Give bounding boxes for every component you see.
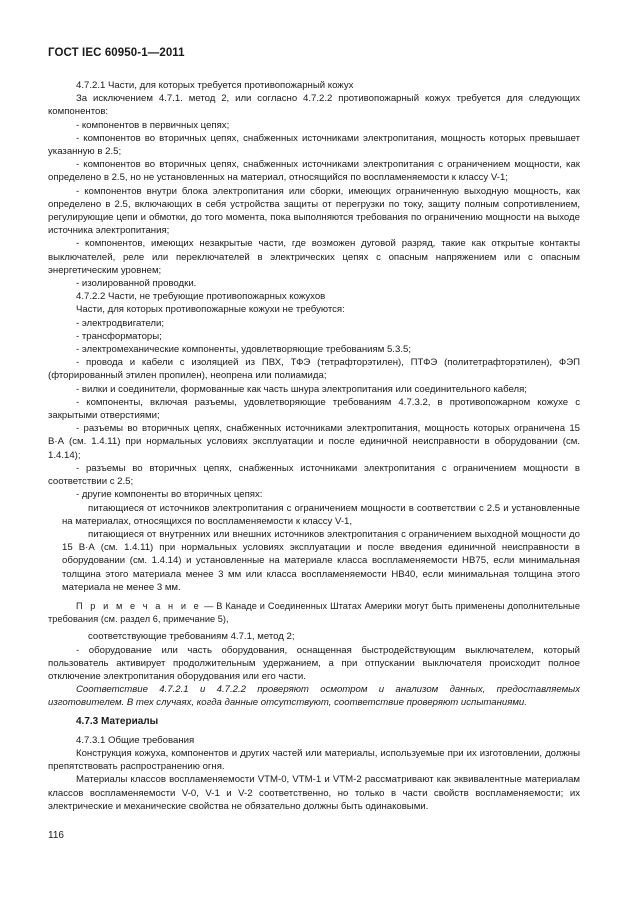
list-item: - компонентов во вторичных цепях, снабженных источниками электропитания, мощность которых превышает указанную в 2.5;	[48, 132, 580, 158]
paragraph: Части, для которых противопожарные кожухи не требуются:	[76, 304, 345, 316]
list-item: - вилки и соединители, формованные как часть шнура электропитания или соединительного кабеля;	[76, 383, 527, 395]
standard-header: ГОСТ IEC 60950-1—2011	[48, 47, 185, 59]
section-heading: 4.7.3 Материалы	[76, 715, 159, 727]
paragraph: Материалы классов воспламеняемости VTM-0, VTM-1 и VTM-2 рассматривают как эквивалентные материалам классов воспламеняемости V-0, V-1 и V-2 соответственно, но только в части свойств воспламеняемости; их электрические и механические свойства не обязательно должны быть одинаковыми.	[48, 774, 580, 812]
paragraph: соответствующие требованиям 4.7.1, метод 2;	[88, 631, 295, 643]
list-item: - компонентов в первичных цепях;	[76, 119, 230, 131]
list-item: - разъемы во вторичных цепях, снабженных источниками электропитания, мощность которых ограничена 15 В·А (см. 1.4.11) при нормальных условиях эксплуатации и после единичной неисправности в оборудовании (см. 1.4.14);	[48, 423, 580, 461]
note-label: П р и м е ч а н и е	[76, 600, 202, 611]
list-item: - электромеханические компоненты, удовлетворяющие требованиям 5.3.5;	[76, 344, 411, 356]
list-item: - изолированной проводки.	[76, 278, 197, 290]
nested-list	[48, 502, 580, 594]
list-item: - компонентов, имеющих незакрытые части, где возможен дуговой разряд, такие как открытые контакты выключателей, реле или переключателей в электрических цепях с опасным напряжением или с опасным энергетическим уровнем;	[48, 238, 580, 276]
list-item: - компонентов во вторичных цепях, снабженных источниками электропитания с ограничением мощности, как определено в 2.5, но не установленных на материал, относящийся по воспламеняемости к классу V-1;	[48, 159, 580, 184]
note-text: — В Канаде и Соединенных Штатах Америки могут быть применены дополнительные требования (см. раздел 6, примечание 5),	[48, 600, 580, 625]
clause-heading: 4.7.2.1 Части, для которых требуется противопожарный кожух	[76, 80, 354, 91]
list-item: - трансформаторы;	[76, 330, 162, 342]
document-body	[48, 79, 580, 813]
paragraph: За исключением 4.7.1. метод 2, или согласно 4.7.2.2 противопожарный кожух требуется для следующих компонентов:	[48, 93, 580, 118]
list-item: - электродвигатели;	[76, 317, 165, 329]
sub-item: питающиеся от источников электропитания с ограничением мощности в соответствии с 2.5 и установленные на материалах, относящихся по воспламеняемости к классу V-1,	[62, 502, 580, 527]
compliance-paragraph: Соответствие 4.7.2.1 и 4.7.2.2 проверяют осмотром и анализом данных, предоставляемых изготовителем. В тех случаях, когда данные отсутствуют, соответствие проверяют испытаниями.	[48, 684, 580, 709]
list-item: - провода и кабели с изоляцией из ПВХ, ТФЭ (тетрафторэтилен), ПТФЭ (политетрафторэтилен), ФЭП (фторированный этилен пропилен), неопрена или полиамида;	[48, 357, 580, 382]
clause-heading: 4.7.2.2 Части, не требующие противопожарных кожухов	[76, 291, 326, 303]
clause-heading: 4.7.3.1 Общие требования	[76, 734, 195, 746]
list-item: - компонентов внутри блока электропитания или сборки, имеющих ограниченную выходную мощность, как определено в 2.5, включающих в себя устройства защиты от перегрузки по току, защиту полным сопротивлением, регулирующие цепи и обмотки, до того момента, пока выполняются требования по ограничению мощности на выходе источника электропитания;	[48, 185, 580, 237]
list-item: - разъемы во вторичных цепях, снабженных источниками электропитания с ограничением мощности в соответствии с 2.5;	[48, 462, 580, 488]
paragraph: Конструкция кожуха, компонентов и других частей или материалы, используемые при их изготовлении, должны препятствовать распространению огня.	[48, 747, 580, 773]
page-number: 116	[48, 830, 64, 841]
sub-item: питающиеся от внутренних или внешних источников электропитания с ограничением выходной мощности до 15 В·А (см. 1.4.11) при нормальных условиях эксплуатации и после введения единичной неисправности в оборудовании (см. 1.4.14) и установленные на материале класса воспламеняемости НВ75, если минимальная толщина этого материала менее 3 мм или класса воспламеняемости НВ40, если минимальная толщина этого материала не менее 3 мм.	[62, 528, 580, 593]
list-item: - компоненты, включая разъемы, удовлетворяющие требованиям 4.7.3.2, в противопожарном кожухе с закрытыми отверстиями;	[48, 396, 580, 422]
list-item: - другие компоненты во вторичных цепях:	[76, 489, 263, 501]
list-item: - оборудование или часть оборудования, оснащенная быстродействующим выключателем, который пользователь активирует продолжительным удержанием, а при отпускании выключателя происходит полное отключение электропитания оборудования или его части.	[48, 644, 580, 682]
note	[48, 600, 580, 626]
